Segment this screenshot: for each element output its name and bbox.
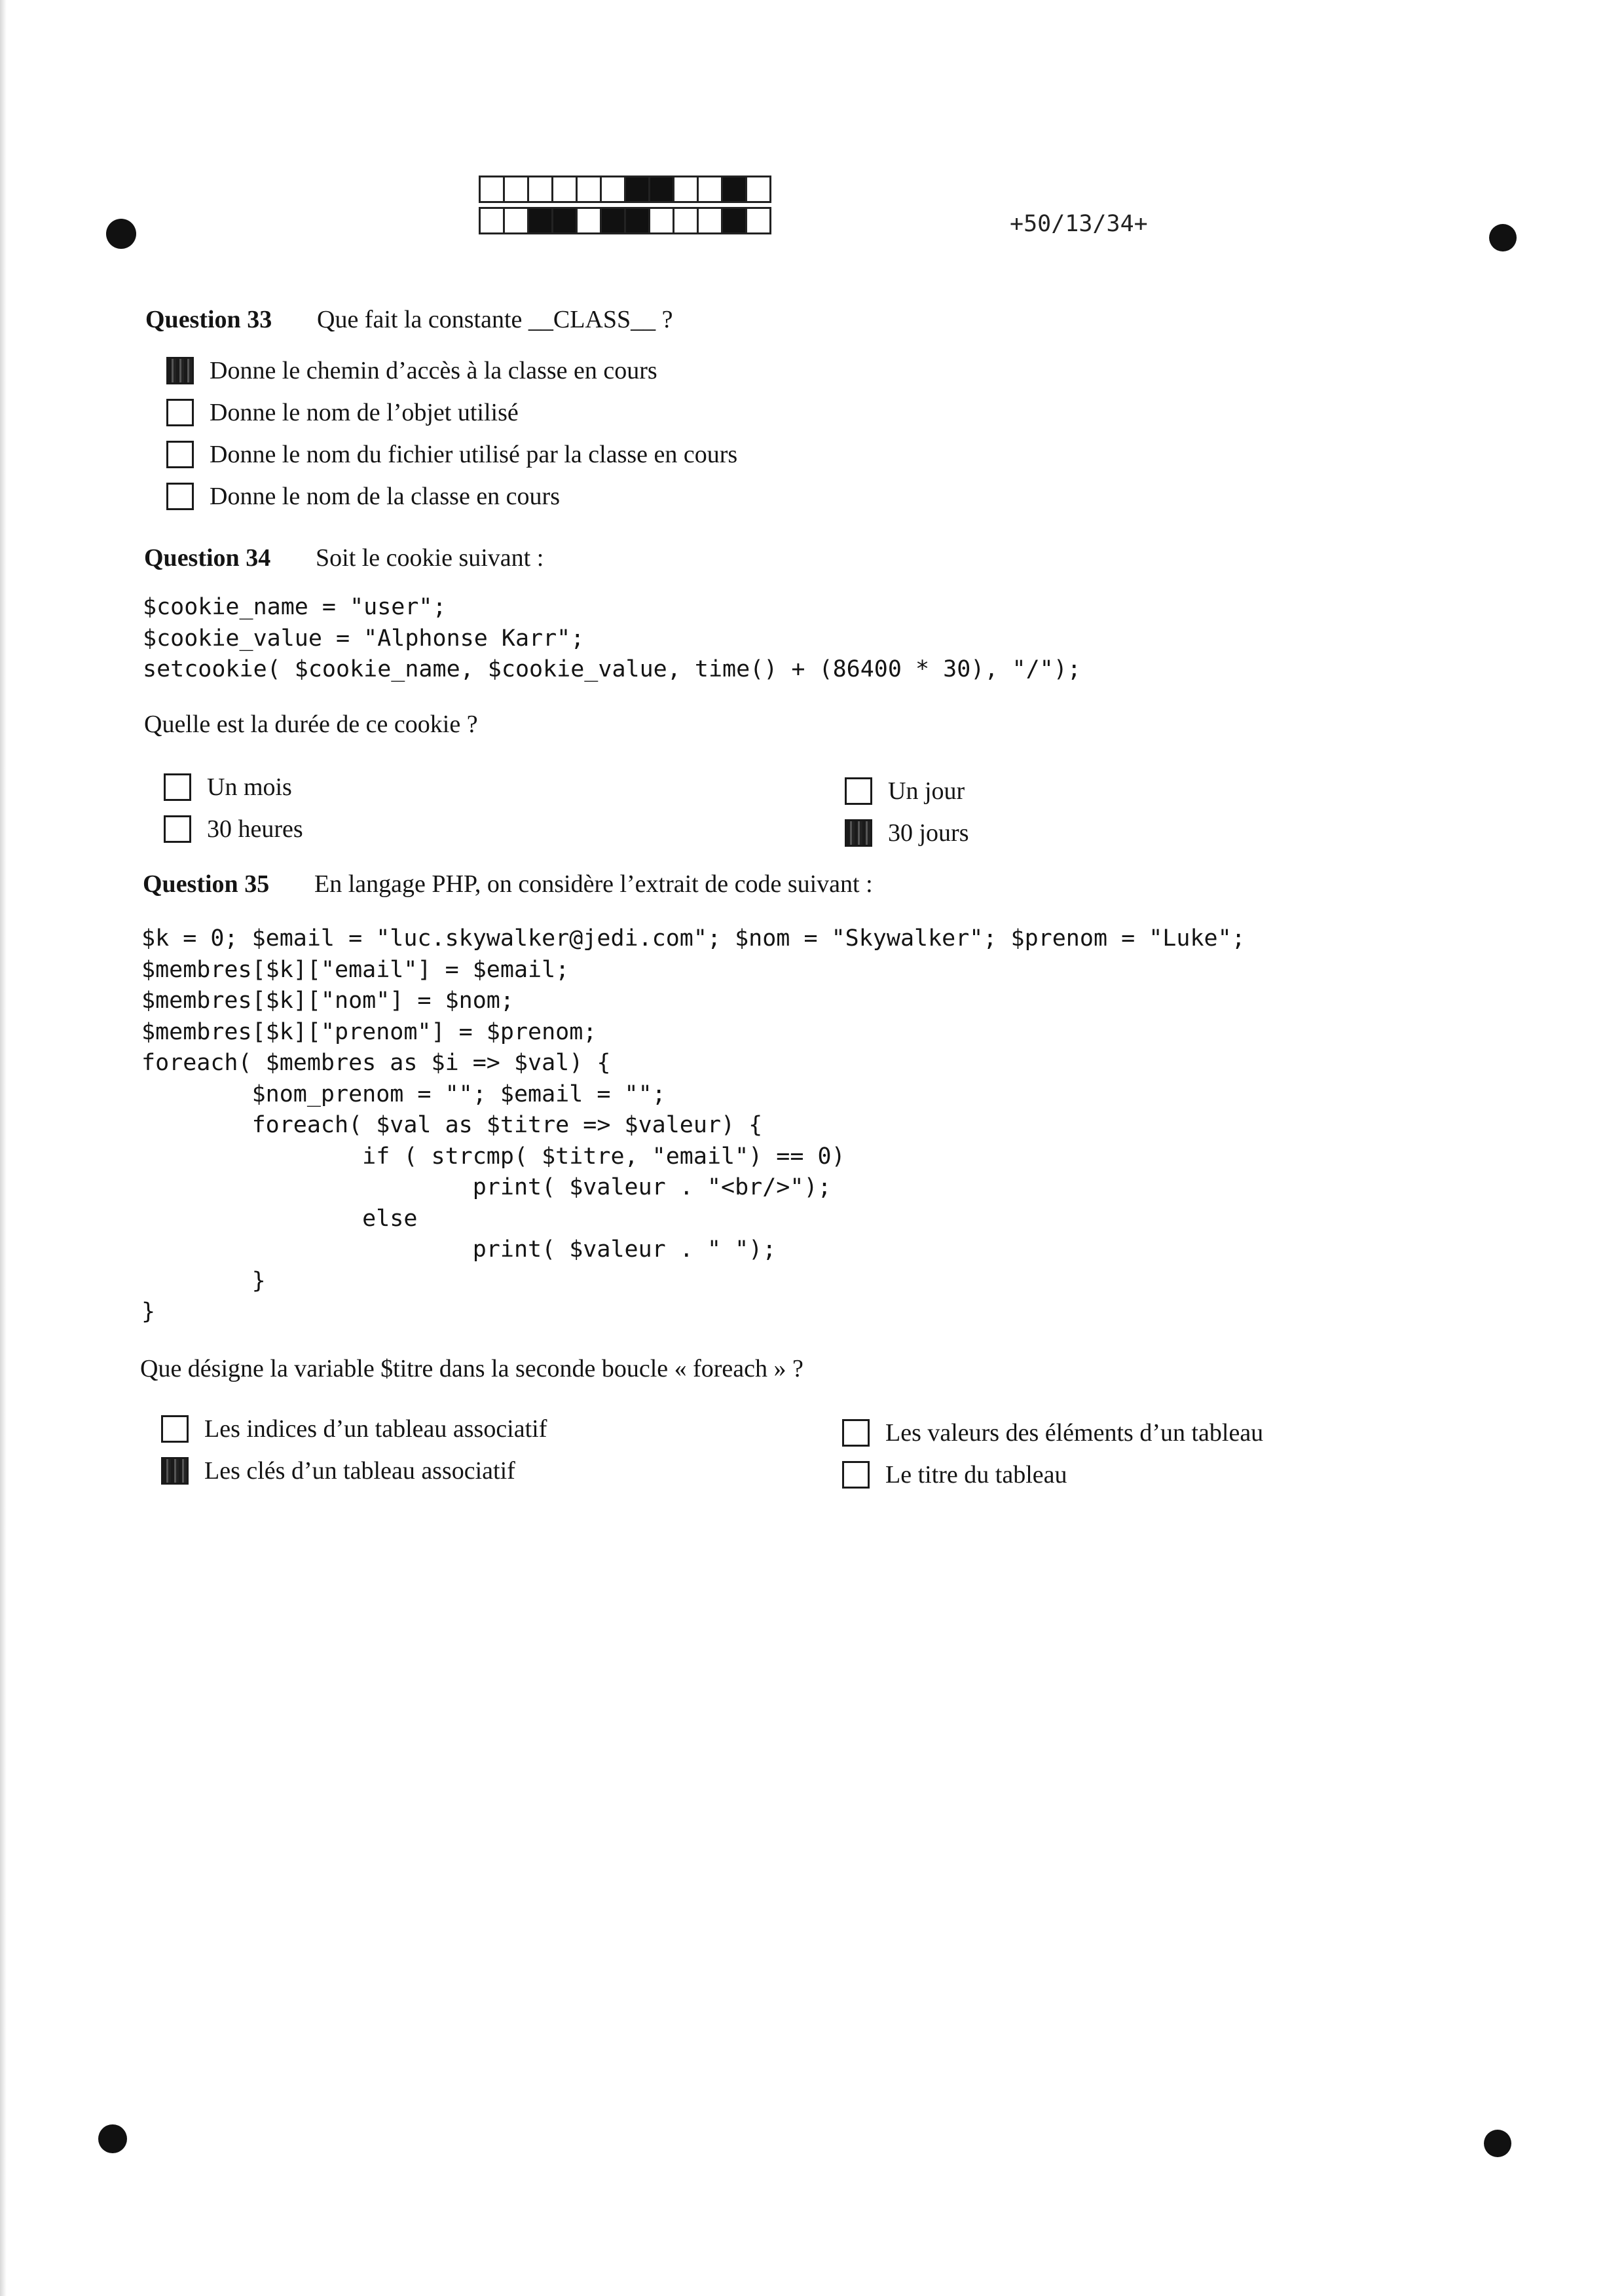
option-label: Un mois [207,773,292,801]
option-label: 30 jours [888,819,969,847]
barcode-cell [551,207,578,234]
q34-option-un-mois[interactable] [164,773,292,802]
checkbox[interactable] [164,773,191,801]
barcode-cell [745,207,771,234]
q33-option-2[interactable] [166,398,519,427]
question-number: Question 34 [144,544,271,572]
registration-mark-top-left [106,219,136,249]
barcode-cell [479,207,505,234]
checkbox[interactable] [164,815,191,843]
question-text: En langage PHP, on considère l’extrait de code suivant : [314,870,873,898]
barcode-cell [600,207,626,234]
q35-option-indices[interactable] [161,1415,547,1443]
checkbox[interactable] [845,819,872,847]
q35-option-cles[interactable] [161,1456,515,1485]
checkbox[interactable] [166,483,194,510]
checkbox[interactable] [166,399,194,426]
page-barcode-top [481,176,771,203]
code-snippet: $cookie_name = "user"; $cookie_value = "Alphonse Karr"; setcookie( $cookie_name, $cookie_value, time() + (86400 * 30), "/"); [143,594,1081,682]
option-label: Donne le nom du fichier utilisé par la classe en cours [210,441,738,468]
barcode-cell [648,207,674,234]
sheet-identifier: +50/13/34+ [1010,211,1148,237]
barcode-cell [527,176,553,203]
option-label: Le titre du tableau [885,1461,1067,1489]
code-snippet: $k = 0; $email = "luc.skywalker@jedi.com"; $nom = "Skywalker"; $prenom = "Luke"; $membres[$k]["email"] = $email; $membres[$k]["nom"] = $nom; $membres[$k]["prenom"] = $prenom; foreach( $membres as $i => $val) { $nom_prenom = ""; $email = ""; foreach( $val as $titre => $valeur) { if ( strcmp( $titre, "email") == 0) print( $valeur . "<br/>"); else print( $valeur . " "); } } [141,925,1246,1325]
checkbox[interactable] [161,1415,189,1443]
barcode-cell [745,176,771,203]
barcode-cell [624,207,650,234]
q35-option-valeurs[interactable] [842,1418,1263,1447]
barcode-cell [576,207,602,234]
q33-option-4[interactable] [166,482,560,511]
q33-option-3[interactable] [166,440,737,469]
barcode-cell [721,207,747,234]
q34-option-30-jours[interactable] [845,819,969,847]
option-label: Les valeurs des éléments d’un tableau [885,1419,1264,1447]
option-label: Donne le nom de la classe en cours [210,483,560,510]
option-label: Les clés d’un tableau associatif [204,1457,515,1485]
option-label: Donne le chemin d’accès à la classe en cours [210,357,657,384]
question-text: Que fait la constante __CLASS__ ? [317,306,673,333]
question-text: Soit le cookie suivant : [316,544,544,572]
barcode-cell [551,176,578,203]
page-barcode-bottom [481,207,771,234]
barcode-cell [503,176,529,203]
registration-mark-bottom-left [98,2124,127,2153]
barcode-cell [673,176,699,203]
barcode-cell [576,176,602,203]
barcode-cell [721,176,747,203]
barcode-cell [600,176,626,203]
q35-option-titre[interactable] [842,1460,1067,1489]
page-edge-shadow [0,0,7,2296]
barcode-cell [697,207,723,234]
q33-option-1[interactable] [166,356,657,385]
q34-option-un-jour[interactable] [845,777,965,805]
checkbox[interactable] [161,1457,189,1485]
checkbox[interactable] [166,441,194,468]
barcode-cell [527,207,553,234]
q34-option-30-heures[interactable] [164,815,303,843]
question-prompt: Que désigne la variable $titre dans la seconde boucle « foreach » ? [140,1355,803,1382]
option-label: Les indices d’un tableau associatif [204,1415,547,1443]
option-label: 30 heures [207,815,303,843]
checkbox[interactable] [845,777,872,805]
question-34-header [144,544,544,572]
registration-mark-bottom-right [1484,2130,1511,2157]
option-label: Un jour [888,777,965,805]
barcode-cell [697,176,723,203]
question-35-header [143,870,873,898]
checkbox[interactable] [842,1461,870,1489]
question-prompt: Quelle est la durée de ce cookie ? [144,711,478,738]
question-number: Question 33 [145,306,272,333]
option-label: Donne le nom de l’objet utilisé [210,399,519,426]
question-number: Question 35 [143,870,270,898]
barcode-cell [673,207,699,234]
registration-mark-top-right [1489,224,1517,251]
barcode-cell [479,176,505,203]
barcode-cell [648,176,674,203]
checkbox[interactable] [842,1419,870,1447]
barcode-cell [624,176,650,203]
barcode-cell [503,207,529,234]
question-33-header [145,305,673,334]
checkbox[interactable] [166,357,194,384]
